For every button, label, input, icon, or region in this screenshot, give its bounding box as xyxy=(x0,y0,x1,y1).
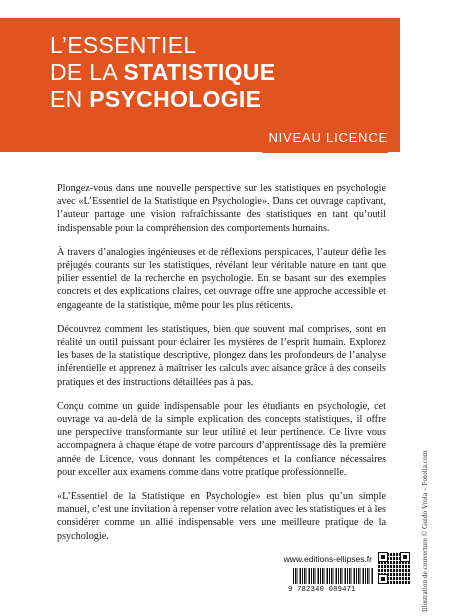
paragraph-4: Conçu comme un guide indispensable pour les étudiants en psychologie, cet ouvrage va au-delà de la simple explication des concepts statistiques, il offre une perspective transformante sur leur utilité et leur pertinence. Ce livre vous accompagnera à chaque étape de votre parcours d’apprentissage dès la première année de Licence, vous donnant les compétences et la confiance nécessaires pour exceller aux examens comme dans votre pratique professionnelle. xyxy=(57,400,386,478)
qr-finder-bottom-left xyxy=(378,574,388,584)
paragraph-3: Découvrez comment les statistiques, bien que souvent mal comprises, sont en réalité un outil puissant pour éclairer les mystères de l’esprit humain. Explorez les bases de la statistique descriptive, plongez dans les profondeurs de l’analyse inférentielle et apprenez à maîtriser les calculs avec aisance grâce à des conseils pratiques et des instructions détaillées pas à pas. xyxy=(57,323,386,388)
illustration-credit: Illustration de couverture © Guido Vrola – Fotolia.com xyxy=(420,450,429,612)
title-line-3-prefix: EN xyxy=(50,86,90,112)
paragraph-5: «L’Essentiel de la Statistique en Psychologie» est bien plus qu’un simple manuel, c’est une invitation à repenser votre relation avec les statistiques et à les considérer comme un allié indispensable vers une meilleure pratique de la psychologie. xyxy=(57,491,386,542)
book-title xyxy=(50,32,275,113)
title-line-2 xyxy=(50,59,275,86)
paragraph-1: Plongez-vous dans une nouvelle perspective sur les statistiques en psychologie avec «L’Essentiel de la Statistique en Psychologie». Dans cet ouvrage captivant, l’auteur partage une vision rafraîchissante des statistiques en tant qu’outil indispensable pour la compréhension des comportements humains. xyxy=(57,183,386,234)
level-label: NIVEAU LICENCE xyxy=(268,130,388,145)
back-cover-text xyxy=(57,182,386,554)
level-underline xyxy=(262,152,388,153)
qr-finder-top-left xyxy=(378,552,388,562)
title-line-1: L’ESSENTIEL xyxy=(50,32,197,58)
isbn-barcode xyxy=(293,568,373,584)
publisher-url: www.editions-ellipses.fr xyxy=(283,554,372,564)
qr-code xyxy=(378,552,410,584)
title-line-3-bold: PSYCHOLOGIE xyxy=(89,86,262,112)
paragraph-2: À travers d’analogies ingénieuses et de réflexions perspicaces, l’auteur défie les préjugés courants sur les statistiques, révélant leur véritable nature en tant que pilier essentiel de la recherche en psychologie. En se basant sur des exemples concrets et des explications claires, cet ouvrage offre une approche accessible et engageante de la statistique, même pour les plus réticents. xyxy=(57,246,386,311)
qr-finder-top-right xyxy=(400,552,410,562)
title-line-3 xyxy=(50,86,275,113)
title-line-2-prefix: DE LA xyxy=(50,59,124,85)
title-line-2-bold: STATISTIQUE xyxy=(123,59,276,85)
isbn-number: 9 782340 089471 xyxy=(288,586,356,594)
